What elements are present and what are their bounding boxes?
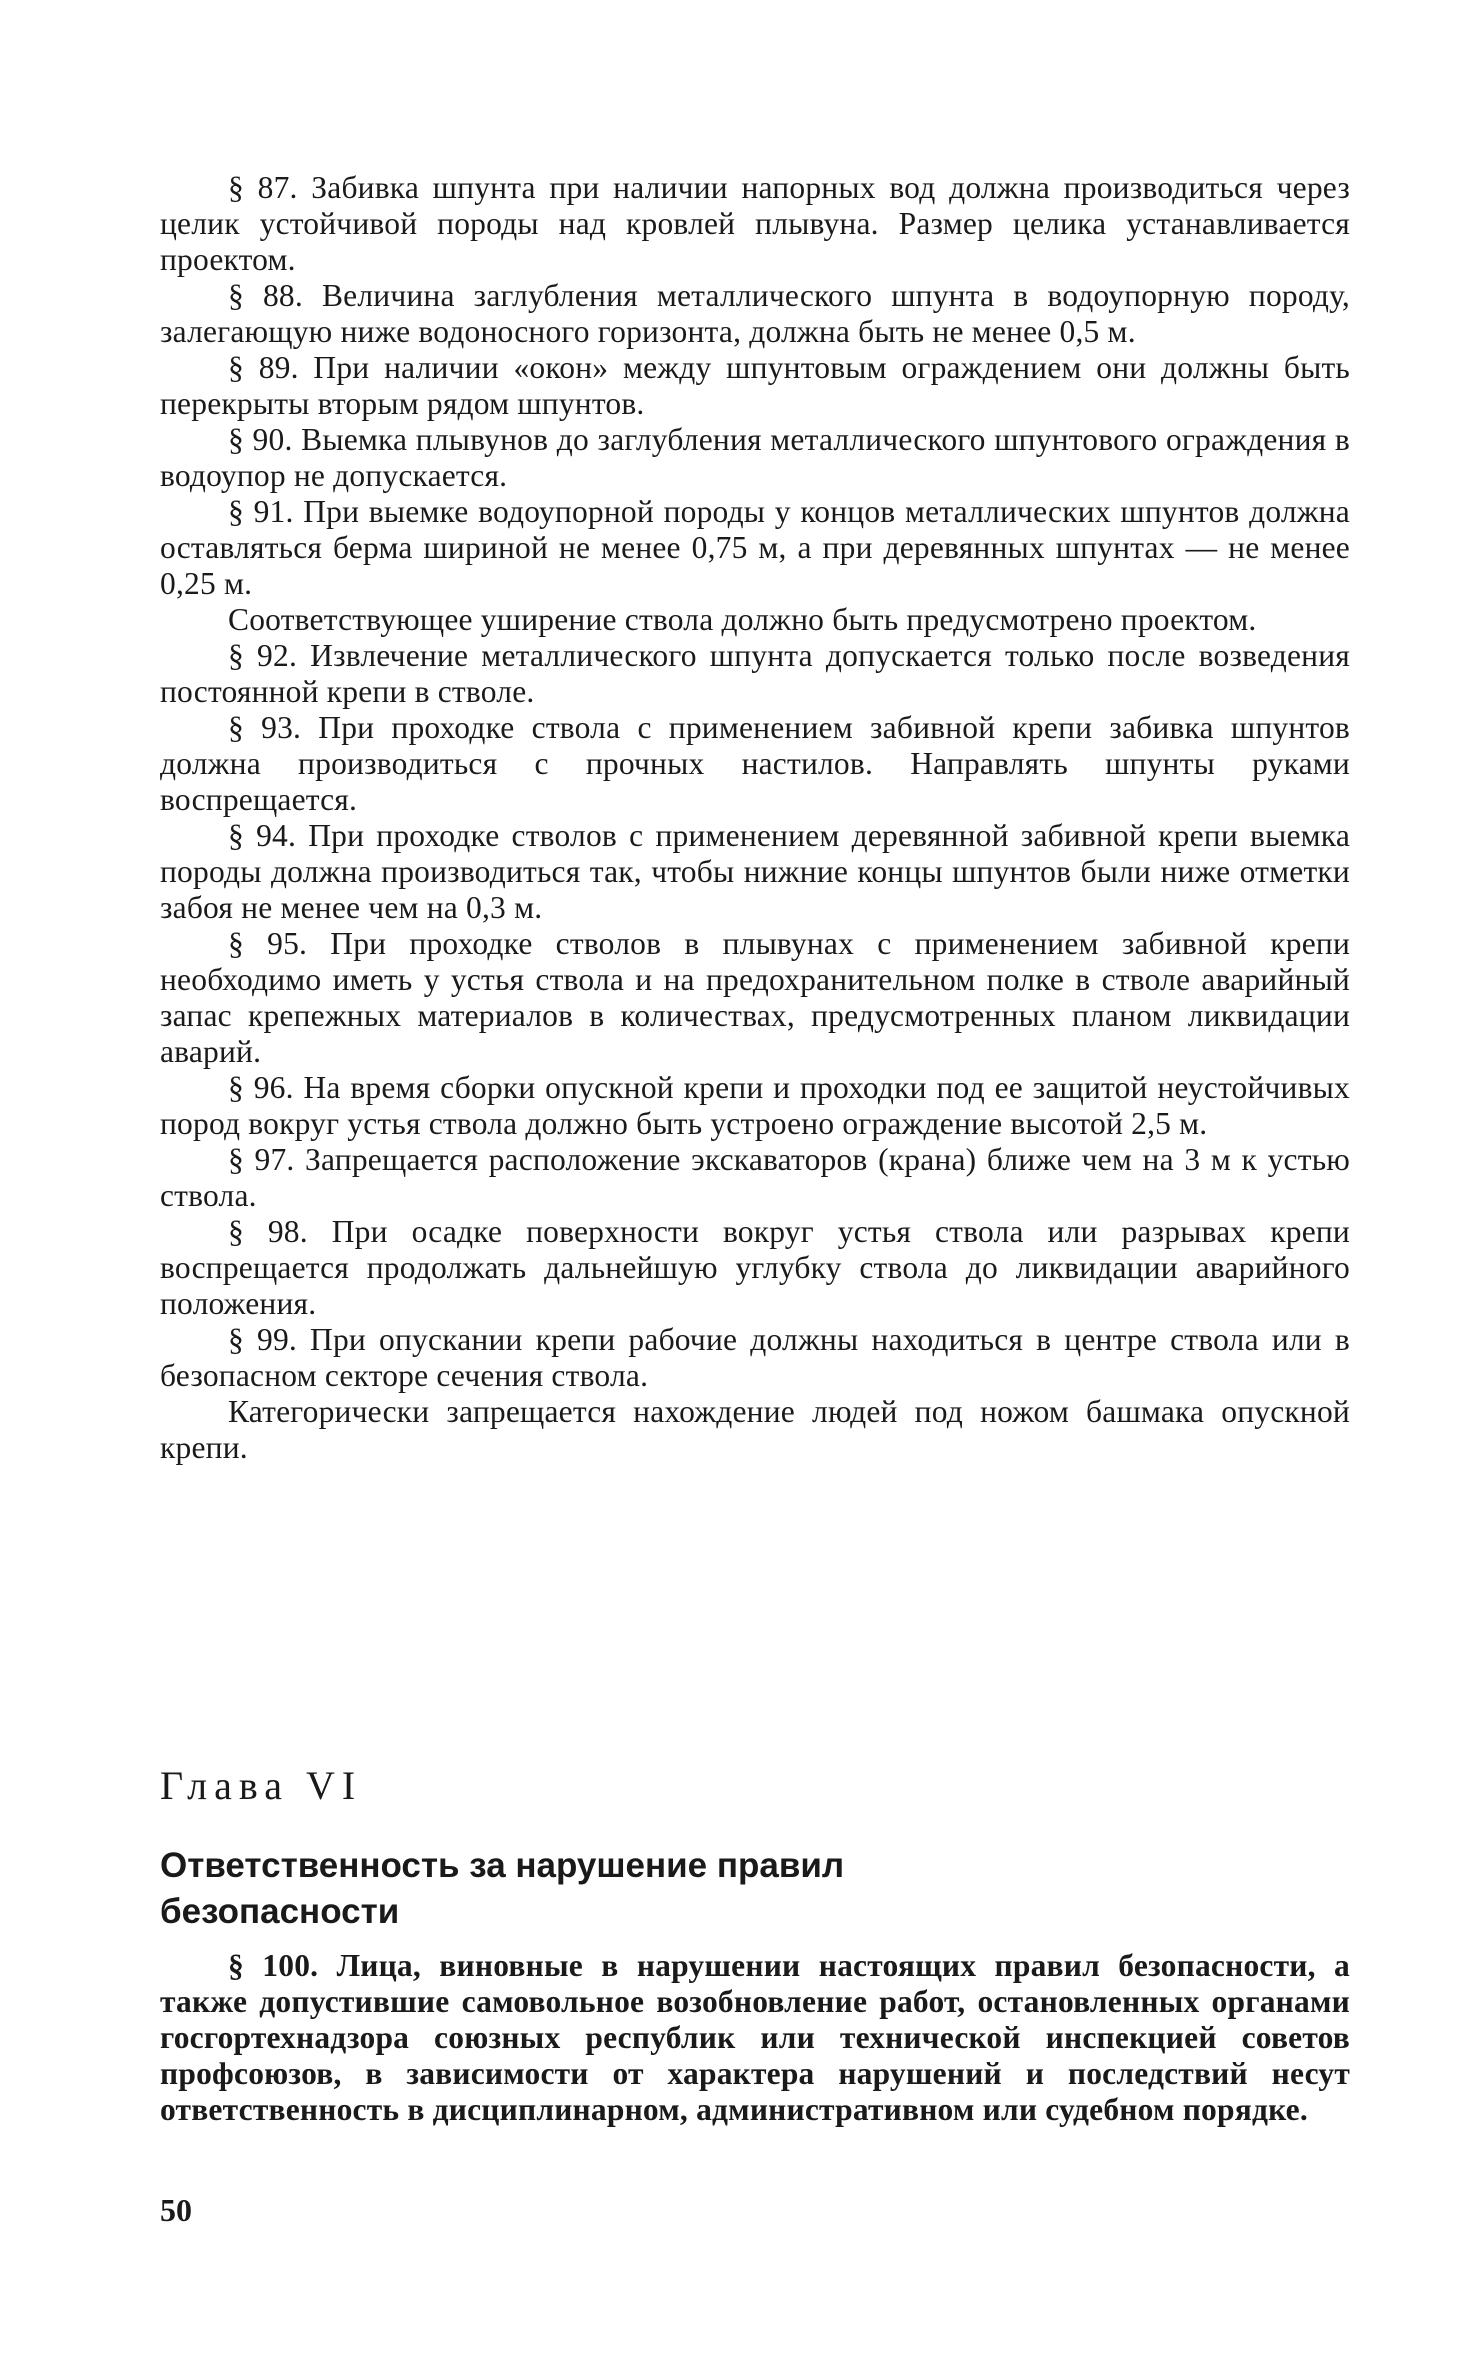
final-section [160,1948,1350,2128]
paragraph-96: § 96. На время сборки опускной крепи и проходки под ее защитой неустойчивых пород вокруг устья ствола должно быть устроено ограждение высотой 2,5 м. [160,1070,1350,1141]
paragraph-88: § 88. Величина заглубления металлического шпунта в водоупорную породу, залегающую ниже водоносного горизонта, должна быть не менее 0,5 м. [160,278,1350,349]
paragraph-87: § 87. Забивка шпунта при наличии напорных вод должна производиться через целик устойчивой породы над кровлей плывуна. Размер целика устанавливается проектом. [160,170,1350,277]
body-text [160,170,1350,1466]
chapter-title: Ответственность за нарушение правил безопасности [160,1846,845,1931]
paragraph-99: § 99. При опускании крепи рабочие должны находиться в центре ствола или в безопасном секторе сечения ствола. [160,1322,1350,1393]
paragraph-90: § 90. Выемка плывунов до заглубления металлического шпунтового ограждения в водоупор не допускается. [160,422,1350,493]
paragraph-99-note: Категорически запрещается нахождение людей под ножом башмака опускной крепи. [160,1394,1350,1465]
paragraph-97: § 97. Запрещается расположение экскаваторов (крана) ближе чем на 3 м к устью ствола. [160,1142,1350,1213]
page-number: 50 [160,2192,192,2228]
paragraph-89: § 89. При наличии «окон» между шпунтовым ограждением они должны быть перекрыты вторым рядом шпунтов. [160,350,1350,421]
paragraph-100: § 100. Лица, виновные в нарушении настоящих правил безопасности, а также допустившие самовольное возобновление работ, остановленных органами госгортехнадзора союзных республик или технической инспекцией советов профсоюзов, в зависимости от характера нарушений и последствий несут ответственность в дисциплинарном, административном или судебном порядке. [160,1948,1350,2127]
chapter-label: Глава VI [160,1763,363,1808]
paragraph-95: § 95. При проходке стволов в плывунах с применением забивной крепи необходимо иметь у устья ствола и на предохранительном полке в стволе аварийный запас крепежных материалов в количествах, предусмотренных планом ликвидации аварий. [160,926,1350,1069]
chapter-heading [160,1762,1350,1935]
paragraph-98: § 98. При осадке поверхности вокруг устья ствола или разрывах крепи воспрещается продолжать дальнейшую углубку ствола до ликвидации аварийного положения. [160,1214,1350,1321]
paragraph-92: § 92. Извлечение металлического шпунта допускается только после возведения постоянной крепи в стволе. [160,638,1350,709]
paragraph-91: § 91. При выемке водоупорной породы у концов металлических шпунтов должна оставляться берма шириной не менее 0,75 м, а при деревянных шпунтах — не менее 0,25 м. [160,494,1350,601]
paragraph-93: § 93. При проходке ствола с применением забивной крепи забивка шпунтов должна производиться с прочных настилов. Направлять шпунты руками воспрещается. [160,710,1350,817]
paragraph-94: § 94. При проходке стволов с применением деревянной забивной крепи выемка породы должна производиться так, чтобы нижние концы шпунтов были ниже отметки забоя не менее чем на 0,3 м. [160,818,1350,925]
paragraph-91-note: Соответствующее уширение ствола должно быть предусмотрено проектом. [228,602,1257,637]
